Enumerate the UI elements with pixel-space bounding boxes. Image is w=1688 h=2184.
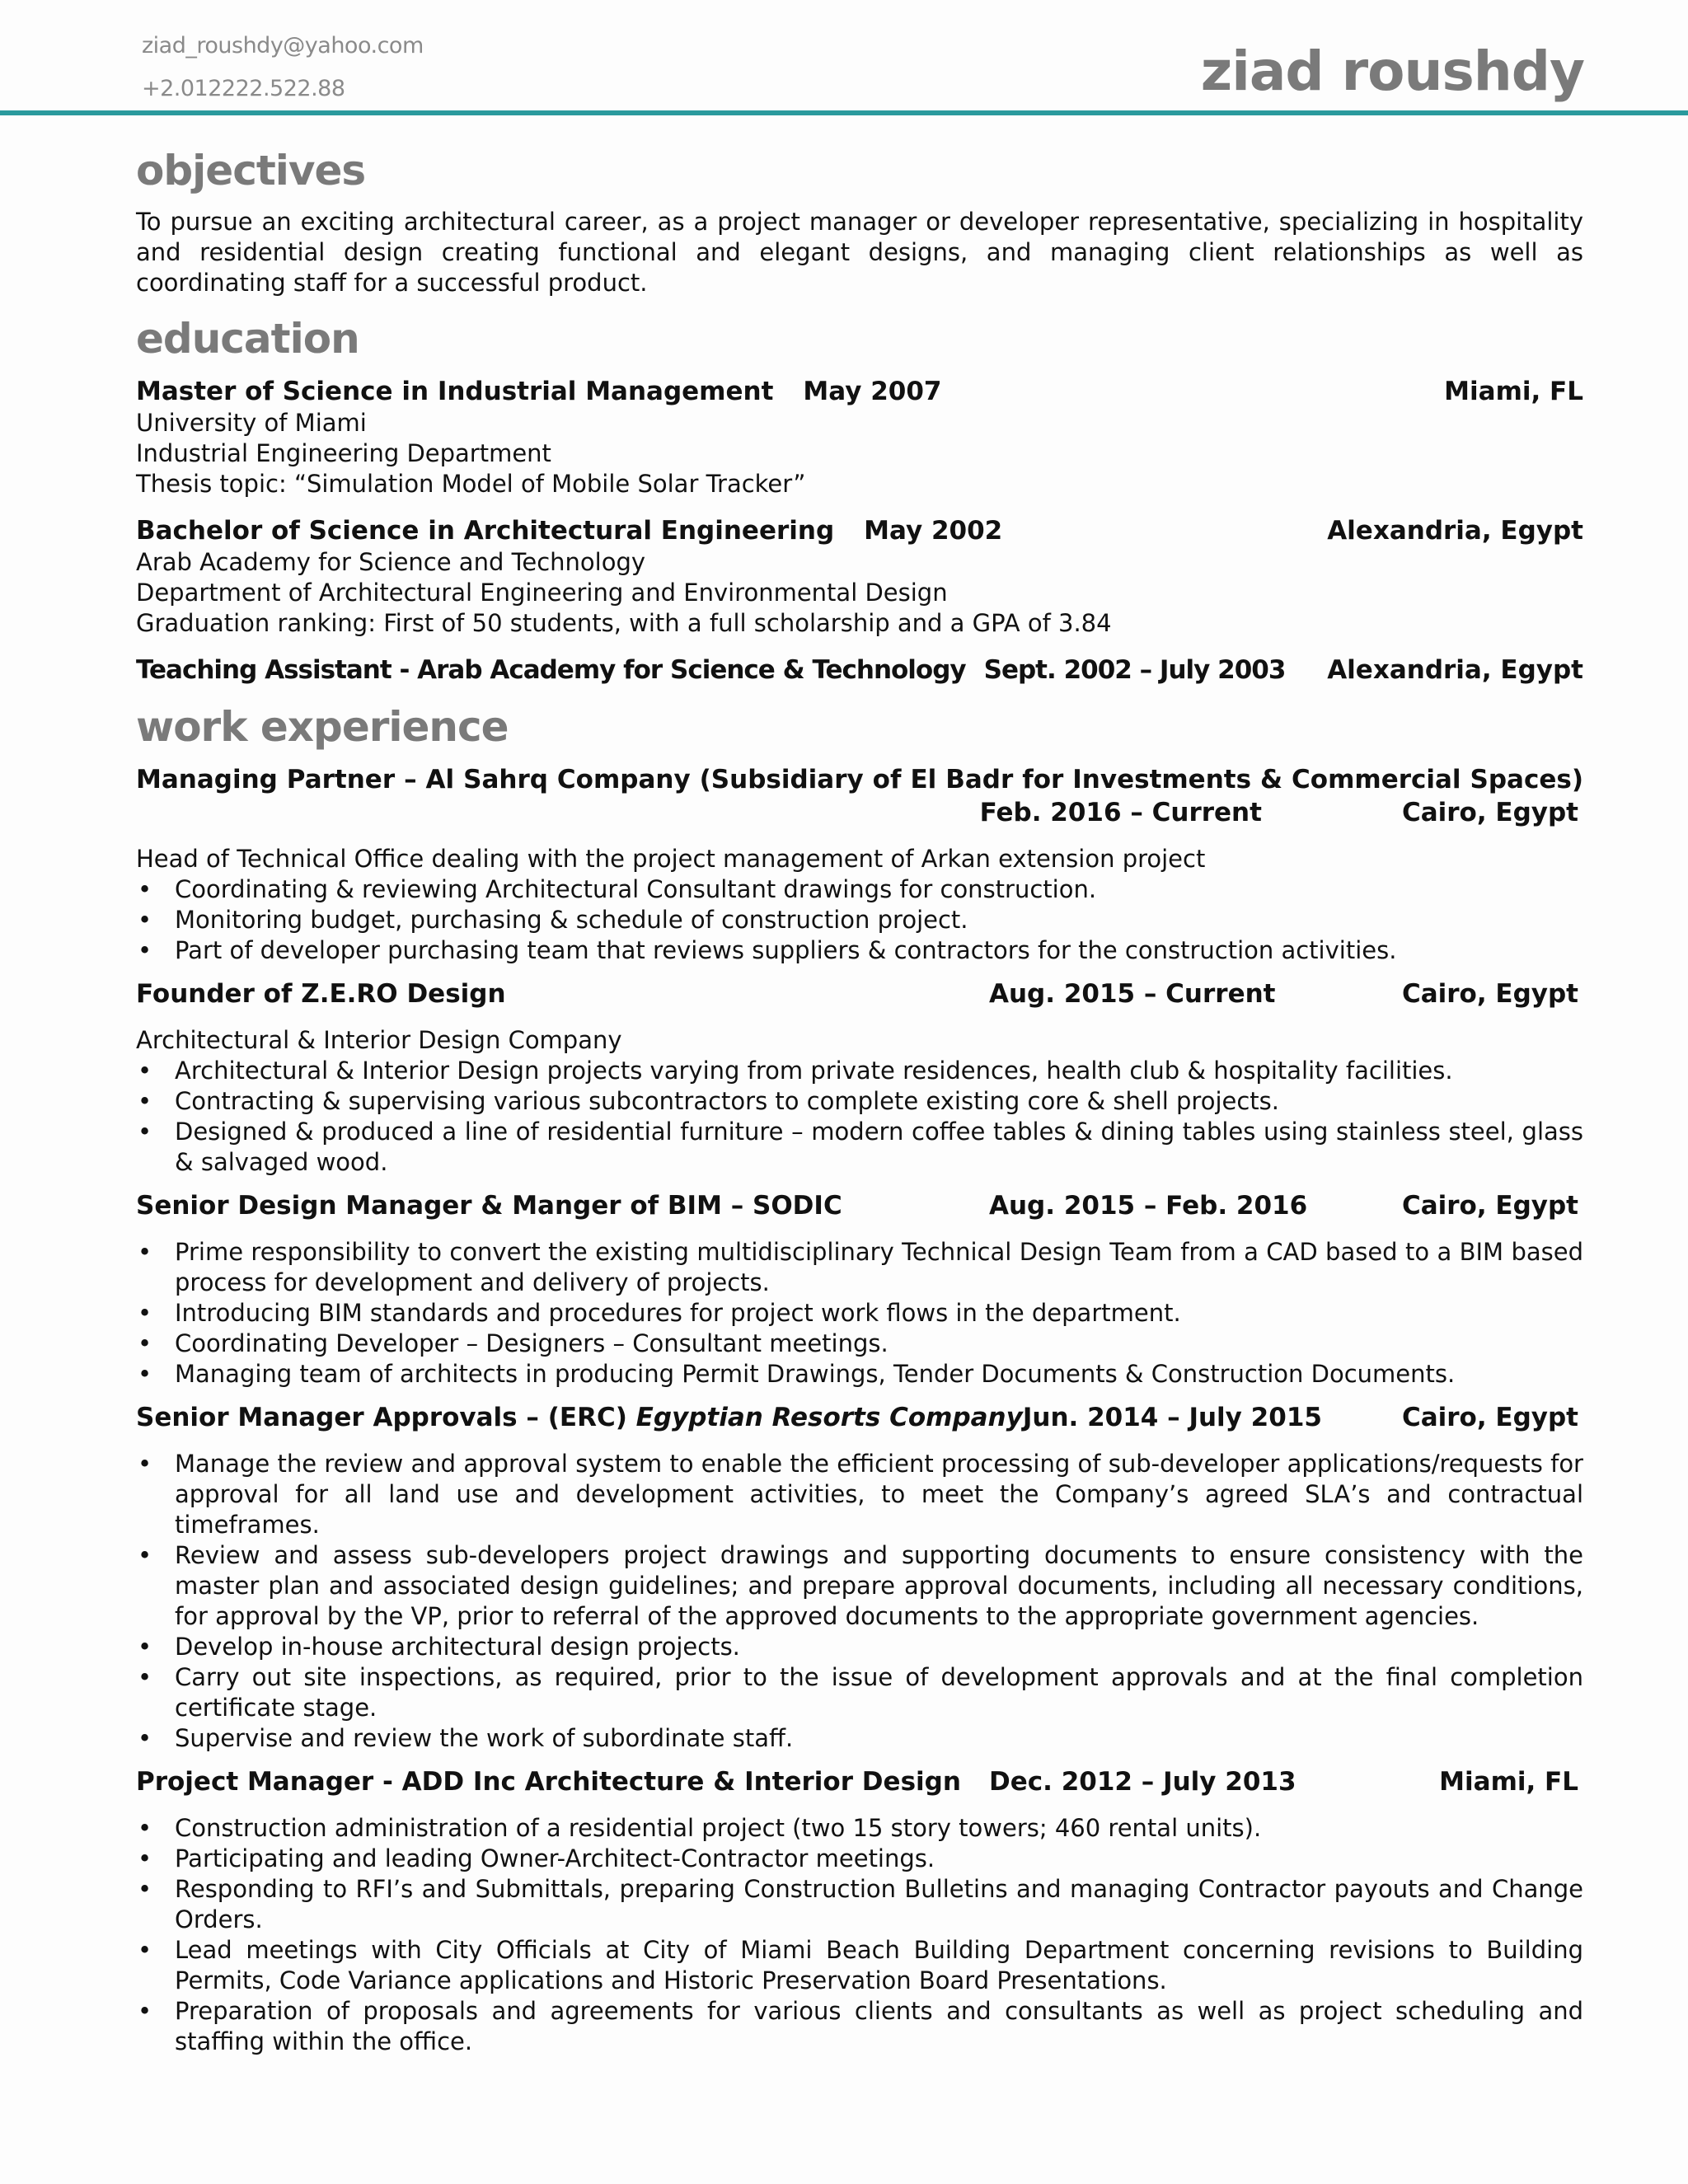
job-bullet: • Coordinating Developer – Designers – Consultant meetings. (136, 1329, 1583, 1359)
education-location: Alexandria, Egypt (1327, 655, 1583, 685)
job-bullet: • Architectural & Interior Design projects varying from private residences, health club & hospitality facilities. (136, 1056, 1583, 1086)
section-title-work-experience: work experience (136, 703, 509, 751)
job-description: Head of Technical Office dealing with the project management of Arkan extension project (136, 845, 1206, 873)
education-entry (136, 654, 1583, 687)
job-bullet: • Construction administration of a residential project (two 15 story towers; 460 rental units). (136, 1813, 1583, 1844)
education-line: Arab Academy for Science and Technology (136, 548, 646, 576)
job-bullet: • Designed & produced a line of residential furniture – modern coffee tables & dining tables using stainless steel, glass & salvaged wood. (136, 1117, 1583, 1178)
job-bullet: • Preparation of proposals and agreements for various clients and consultants as well as project scheduling and staffing within the office. (136, 1996, 1583, 2057)
education-location: Alexandria, Egypt (1327, 516, 1583, 546)
education-line: Industrial Engineering Department (136, 439, 551, 467)
job-entry (136, 1189, 1583, 1390)
job-bullet: • Responding to RFI’s and Submittals, preparing Construction Bulletins and managing Contractor payouts and Change Orders. (136, 1874, 1583, 1935)
job-entry (136, 977, 1583, 1178)
resume-name: ziad roushdy (1200, 40, 1584, 103)
job-title: Senior Manager Approvals – (ERC) Egyptian Resorts Company (136, 1403, 1023, 1432)
job-bullet: • Review and assess sub-developers project drawings and supporting documents to ensure consistency with the master plan and associated design guidelines; and prepare approval documents, including all necessary conditions, for approval by the VP, prior to referral of the approved documents to the appropriate government agencies. (136, 1540, 1583, 1632)
job-date: Aug. 2015 – Feb. 2016 (989, 1191, 1308, 1221)
objectives-text: To pursue an exciting architectural career, as a project manager or developer representative, specializing in hospitality and residential design creating functional and elegant designs, and managing client relationships as well as coordinating staff for a successful product. (136, 208, 1583, 297)
education-degree: Bachelor of Science in Architectural Engineering May 2002 (136, 516, 1003, 546)
job-date: Feb. 2016 – Current (979, 798, 1262, 827)
job-title: Founder of Z.E.RO Design (136, 979, 506, 1009)
education-entry (136, 514, 1583, 639)
job-entry (136, 763, 1583, 966)
education-date: May 2007 (803, 377, 942, 406)
job-bullet: • Managing team of architects in producing Permit Drawings, Tender Documents & Construction Documents. (136, 1359, 1583, 1390)
job-bullet: • Carry out site inspections, as required, prior to the issue of development approvals and at the final completion certificate stage. (136, 1662, 1583, 1723)
job-location: Cairo, Egypt (1401, 1191, 1578, 1221)
job-description: Architectural & Interior Design Company (136, 1026, 622, 1054)
job-bullet: • Develop in-house architectural design projects. (136, 1632, 1583, 1662)
job-date: Jun. 2014 – July 2015 (1022, 1403, 1322, 1432)
job-bullet: • Introducing BIM standards and procedures for project work flows in the department. (136, 1298, 1583, 1329)
job-company-italic: Egyptian Resorts Company (635, 1403, 1023, 1432)
education-degree: Master of Science in Industrial Management May 2007 (136, 377, 942, 406)
resume-body (136, 148, 1583, 2057)
job-title: Senior Design Manager & Manger of BIM – SODIC (136, 1191, 842, 1221)
job-location: Cairo, Egypt (1401, 1403, 1578, 1432)
job-title: Project Manager - ADD Inc Architecture & Interior Design (136, 1767, 961, 1797)
job-entry (136, 1765, 1583, 2057)
contact-phone: +2.012222.522.88 (142, 76, 345, 101)
job-bullet: • Participating and leading Owner-Architect-Contractor meetings. (136, 1844, 1583, 1874)
education-location: Miami, FL (1444, 377, 1583, 406)
job-date: Dec. 2012 – July 2013 (989, 1767, 1296, 1797)
job-bullet: • Lead meetings with City Officials at City of Miami Beach Building Department concerning revisions to Building Permits, Code Variance applications and Historic Preservation Board Presentations. (136, 1935, 1583, 1996)
section-title-objectives: objectives (136, 147, 366, 194)
education-line: Thesis topic: “Simulation Model of Mobile Solar Tracker” (136, 470, 806, 498)
job-bullet: • Monitoring budget, purchasing & schedule of construction project. (136, 905, 1583, 935)
education-line: Department of Architectural Engineering and Environmental Design (136, 579, 948, 607)
education-degree: Teaching Assistant - Arab Academy for Science & Technology Sept. 2002 – July 2003 (136, 655, 1286, 685)
contact-email: ziad_roushdy@yahoo.com (142, 33, 424, 59)
job-bullet: • Part of developer purchasing team that reviews suppliers & contractors for the construction activities. (136, 935, 1583, 966)
job-entry (136, 1401, 1583, 1754)
education-date: Sept. 2002 – July 2003 (983, 655, 1286, 685)
education-date: May 2002 (864, 516, 1003, 546)
job-bullet: • Coordinating & reviewing Architectural Consultant drawings for construction. (136, 874, 1583, 905)
education-entry (136, 375, 1583, 499)
section-title-education: education (136, 315, 359, 363)
job-location: Miami, FL (1439, 1767, 1578, 1797)
job-bullet: • Manage the review and approval system to enable the efficient processing of sub-developer applications/requests for approval for all land use and development activities, to meet the Company’s agreed SLA’s and contractual timeframes. (136, 1449, 1583, 1540)
education-line: Graduation ranking: First of 50 students, with a full scholarship and a GPA of 3.84 (136, 609, 1112, 637)
job-location: Cairo, Egypt (1401, 798, 1578, 827)
education-line: University of Miami (136, 409, 367, 437)
job-title: Managing Partner – Al Sahrq Company (Subsidiary of El Badr for Investments & Commercial Spaces) (136, 765, 1583, 794)
header-divider (0, 110, 1688, 115)
job-bullet: • Contracting & supervising various subcontractors to complete existing core & shell projects. (136, 1086, 1583, 1117)
job-bullet: • Prime responsibility to convert the existing multidisciplinary Technical Design Team from a CAD based to a BIM based process for development and delivery of projects. (136, 1237, 1583, 1298)
job-date: Aug. 2015 – Current (989, 979, 1276, 1009)
job-location: Cairo, Egypt (1401, 979, 1578, 1009)
job-bullet: • Supervise and review the work of subordinate staff. (136, 1723, 1583, 1754)
